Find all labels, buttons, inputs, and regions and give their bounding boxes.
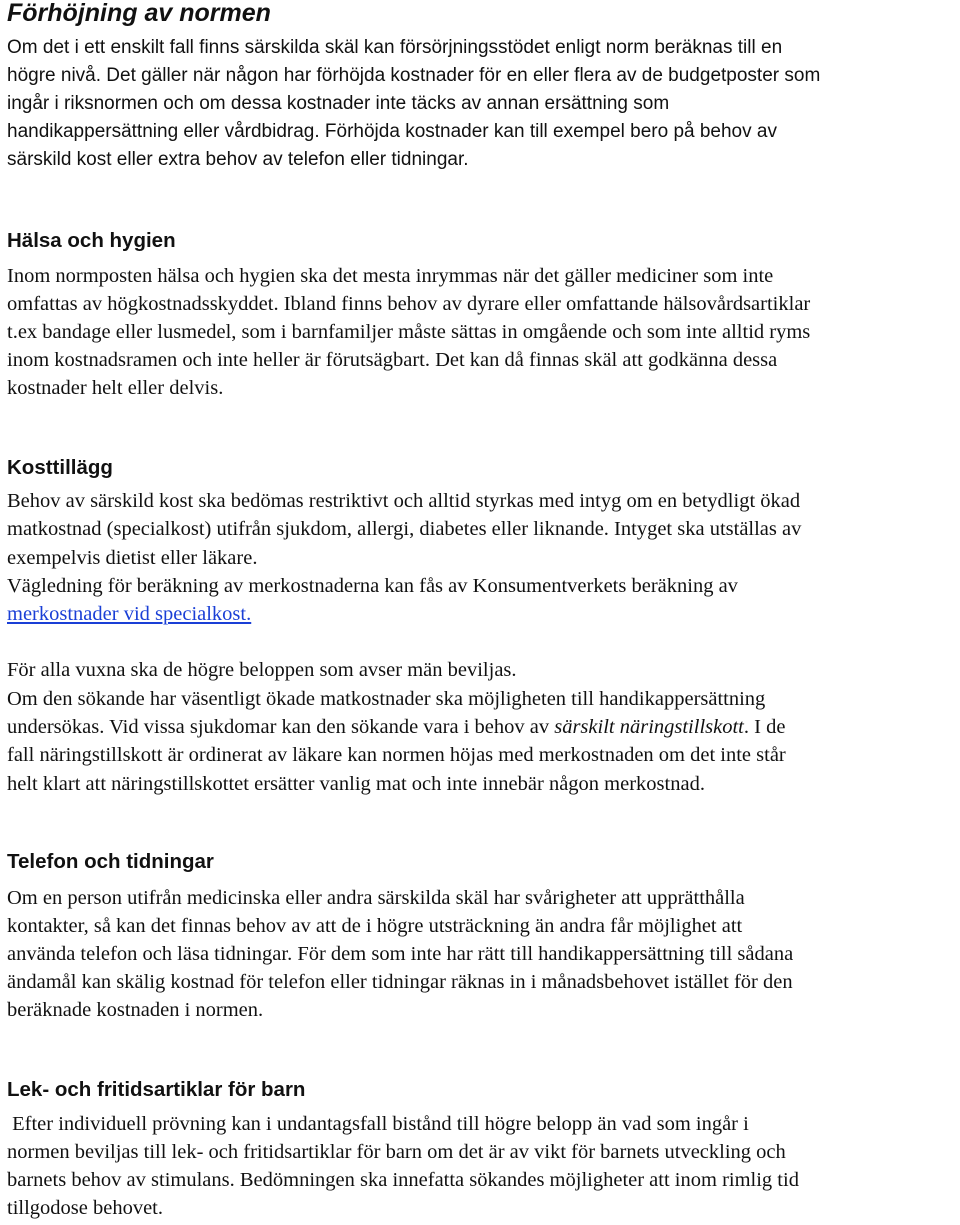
paragraph-line: kostnader helt eller delvis. [7,377,224,399]
paragraph-line: beräknade kostnaden i normen. [7,999,264,1021]
paragraph-line: ingår i riksnormen och om dessa kostnader inte täcks av annan ersättning som [7,93,670,114]
paragraph-line: kontakter, så kan det finnas behov av att de i högre utsträckning än andra får möjlighet att [7,915,743,937]
paragraph-line: barnets behov av stimulans. Bedömningen ska innefatta sökandes möjligheter att inom rimlig tid [7,1169,799,1191]
paragraph-line: normen beviljas till lek- och fritidsartiklar för barn om det är av vikt för barnets utveckling och [7,1141,786,1163]
paragraph-line: matkostnad (specialkost) utifrån sjukdom, allergi, diabetes eller liknande. Intyget ska utställas av [7,518,802,540]
specialkost-link[interactable]: merkostnader vid specialkost. [7,603,252,625]
paragraph-line: Vägledning för beräkning av merkostnaderna kan fås av Konsumentverkets beräkning av [7,575,738,597]
section-title-telefon: Telefon och tidningar [7,850,214,873]
paragraph-line: handikappersättning eller vårdbidrag. Förhöjda kostnader kan till exempel bero på behov av [7,121,777,142]
paragraph-line: ändamål kan skälig kostnad för telefon eller tidningar räknas in i månadsbehovet istället för den [7,971,793,993]
section-title-forhojning: Förhöjning av normen [7,0,271,27]
paragraph-line: Om det i ett enskilt fall finns särskilda skäl kan försörjningsstödet enligt norm beräknas till en [7,37,783,58]
paragraph-line: använda telefon och läsa tidningar. För dem som inte har rätt till handikappersättning till sådana [7,943,794,965]
paragraph-line: Inom normposten hälsa och hygien ska det mesta inrymmas när det gäller mediciner som inte [7,265,774,287]
paragraph-line: helt klart att näringstillskottet ersätter vanlig mat och inte innebär någon merkostnad. [7,773,705,795]
paragraph-line: fall näringstillskott är ordinerat av läkare kan normen höjas med merkostnaden om det inte står [7,744,786,766]
italic-term: särskilt näringstillskott [554,716,744,738]
paragraph-line: Om den sökande har väsentligt ökade matkostnader ska möjligheten till handikappersättning [7,688,766,710]
paragraph-line: tillgodose behovet. [7,1197,164,1219]
paragraph-line: t.ex bandage eller lusmedel, som i barnfamiljer måste sättas in omgående och som inte alltid ryms [7,321,811,343]
paragraph-line: omfattas av högkostnadsskyddet. Ibland finns behov av dyrare eller omfattande hälsovårdsartiklar [7,293,811,315]
section-title-lek: Lek- och fritidsartiklar för barn [7,1078,306,1101]
paragraph-line-mixed [7,713,785,741]
paragraph-line: Efter individuell prövning kan i undantagsfall bistånd till högre belopp än vad som ingår i [7,1113,749,1135]
paragraph-line: exempelvis dietist eller läkare. [7,547,258,569]
text-segment: undersökas. Vid vissa sjukdomar kan den sökande vara i behov av [7,716,555,738]
paragraph-line: Om en person utifrån medicinska eller andra särskilda skäl har svårigheter att upprätthålla [7,887,745,909]
paragraph-line: särskild kost eller extra behov av telefon eller tidningar. [7,149,469,170]
paragraph-line: högre nivå. Det gäller när någon har förhöjda kostnader för en eller flera av de budgetposter som [7,65,821,86]
section-title-kost: Kosttillägg [7,456,113,479]
paragraph-line: Behov av särskild kost ska bedömas restriktivt och alltid styrkas med intyg om en betydligt ökad [7,490,801,512]
section-title-halsa: Hälsa och hygien [7,229,176,252]
text-segment: . I de [743,716,786,738]
paragraph-line: inom kostnadsramen och inte heller är förutsägbart. Det kan då finnas skäl att godkänna dessa [7,349,778,371]
paragraph-line: För alla vuxna ska de högre beloppen som avser män beviljas. [7,659,517,681]
